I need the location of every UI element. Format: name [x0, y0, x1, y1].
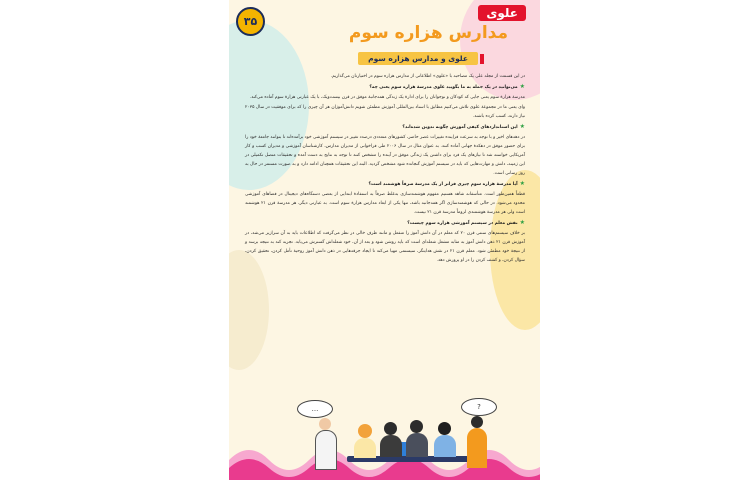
- star-icon: ★: [519, 83, 525, 90]
- question-4: ★نقش معلم در سیستم آموزشی هزاره سوم چیست؟: [407, 219, 525, 226]
- star-icon: ★: [519, 219, 525, 226]
- team-illustration: [229, 374, 540, 480]
- question-1: ★می‌توانید در یک جمله به ما بگویید علوی مدرسهٔ هزاره سوم یعنی چه؟: [369, 83, 525, 90]
- answer-2: در دهه‌های اخیر و با توجه به سرعت فزاینده تغییرات عصر حاضر، کشورهای متعددی درصدد تغییر در سیستم آموزشی خود برآمده‌اند تا بتوانند جامعهٔ خود را برای حضور موفق در دهکدهٔ جهانی آماده کنند. به عنوان مثال در سال ۲۰۰۶ طی فراخوانی از مدیران مدارس، کارشناسان آموزشی و مدیران کسب و کار آمریکایی خواسته شد تا نیازهای یک فرد برای داشتن یک زندگی موفق در آینده را مشخص کنند تا توجه به نتایج به دست آمده و تحقیقات متصل تکمیلی در این زمینه، دانش و مهارت‌هایی که باید در سیستم آموزش گنجانده شود مشخص گردید. البته این تحقیقات همچنان ادامه دارد و به صورت مستمر در حال به روز رسانی است.: [245, 135, 525, 176]
- question-2: ★این استانداردهای کیفی آموزش چگونه تدوین شده‌اند؟: [402, 123, 525, 130]
- answer-1b: وای یعنی ما در مجموعهٔ علوی تلاش می‌کنیم مطابق با اسناد بین‌المللی آموزش مطمئن شویم دانش‌آموزان هر آن چیزی را که برای موفقیت در سال ۲۰۳۵ نیاز دارند، کسب کرده باشند.: [245, 105, 525, 119]
- answer-1: مدرسهٔ هزارهٔ سوم یعنی جایی که کودکان و نوجوانان را برای ادارهٔ یک زندگی همه‌جانبهٔ موفق در قرن بیست‌ویک، با یک عبارتی هزارهٔ سوم آماده می‌کند.: [249, 95, 525, 100]
- star-icon: ★: [519, 180, 525, 187]
- page-title: مدارس هزاره سوم: [348, 23, 508, 43]
- question-3: ★آیا مدرسهٔ هزاره سوم چیزی فراتر از یک مدرسهٔ صرفاً هوشمند است؟: [368, 180, 525, 187]
- answer-3: قطعاً همین‌طور است. متأسفانه شاهد هستیم مفهوم هوشمندسازی به‌غلط صرفاً به استفادهٔ ابتدایی از بعضی دستگاه‌های دیجیتال در فضاهای آموزشی محدود می‌شود. در حالی که هوشمندسازی اگر همه‌جانبه باشد، تنها یکی از ابعاد مدارس هزارهٔ سوم است. به عبارتی دیگر، هر مدرسهٔ قرن ۲۱ هوشمند است ولی هر مدرسهٔ هوشمندی لزوماً مدرسهٔ قرن ۲۱ نیست.: [245, 192, 525, 215]
- article-body: [245, 72, 525, 266]
- answer-4: بر خلاف سیستم‌های سنتی قرن ۲۰ که معلم در آن دانش آموز را منفعل و مانند ظرف خالی در نظر می‌گرفت که اطلاعات باید به آن سرازیر می‌شد، در آموزش قرن ۲۱ ذهن دانش آموز به مثابه مشعل شعله‌ای است که باید روشن شود و بعد از آن، خود شعله‌اش گسترش می‌یابد. تجربه کند به نتیجه برسد و از نتیجهٔ خود مطمئن شود. معلم قرن ۲۱ در نقش هدایتگر، سیستمی مهیا می‌کند تا ایجاد جرقه‌هایی در ذهن دانش آموز روحیهٔ تأمل کردن، تحقیق کردن، سؤال کردن، و کشف کردن را در او پرورش دهد.: [245, 231, 526, 263]
- page-number: ۳۵: [236, 7, 265, 36]
- speech-bubble-right: ?: [461, 398, 497, 416]
- brand-badge: علوی: [478, 5, 526, 21]
- section-heading: علوی و مدارس هزاره سوم: [358, 52, 478, 65]
- speech-bubble-left: ...: [297, 400, 333, 418]
- intro-paragraph: در این قسمت از مجله علی یک مصاحبه با «علوی» اطلاعاتی از مدارس هزاره سوم در اختیارتان می‌گذاریم.: [330, 74, 525, 79]
- star-icon: ★: [519, 123, 525, 130]
- cream-decor-blob: [229, 250, 269, 370]
- magazine-page: [229, 0, 540, 480]
